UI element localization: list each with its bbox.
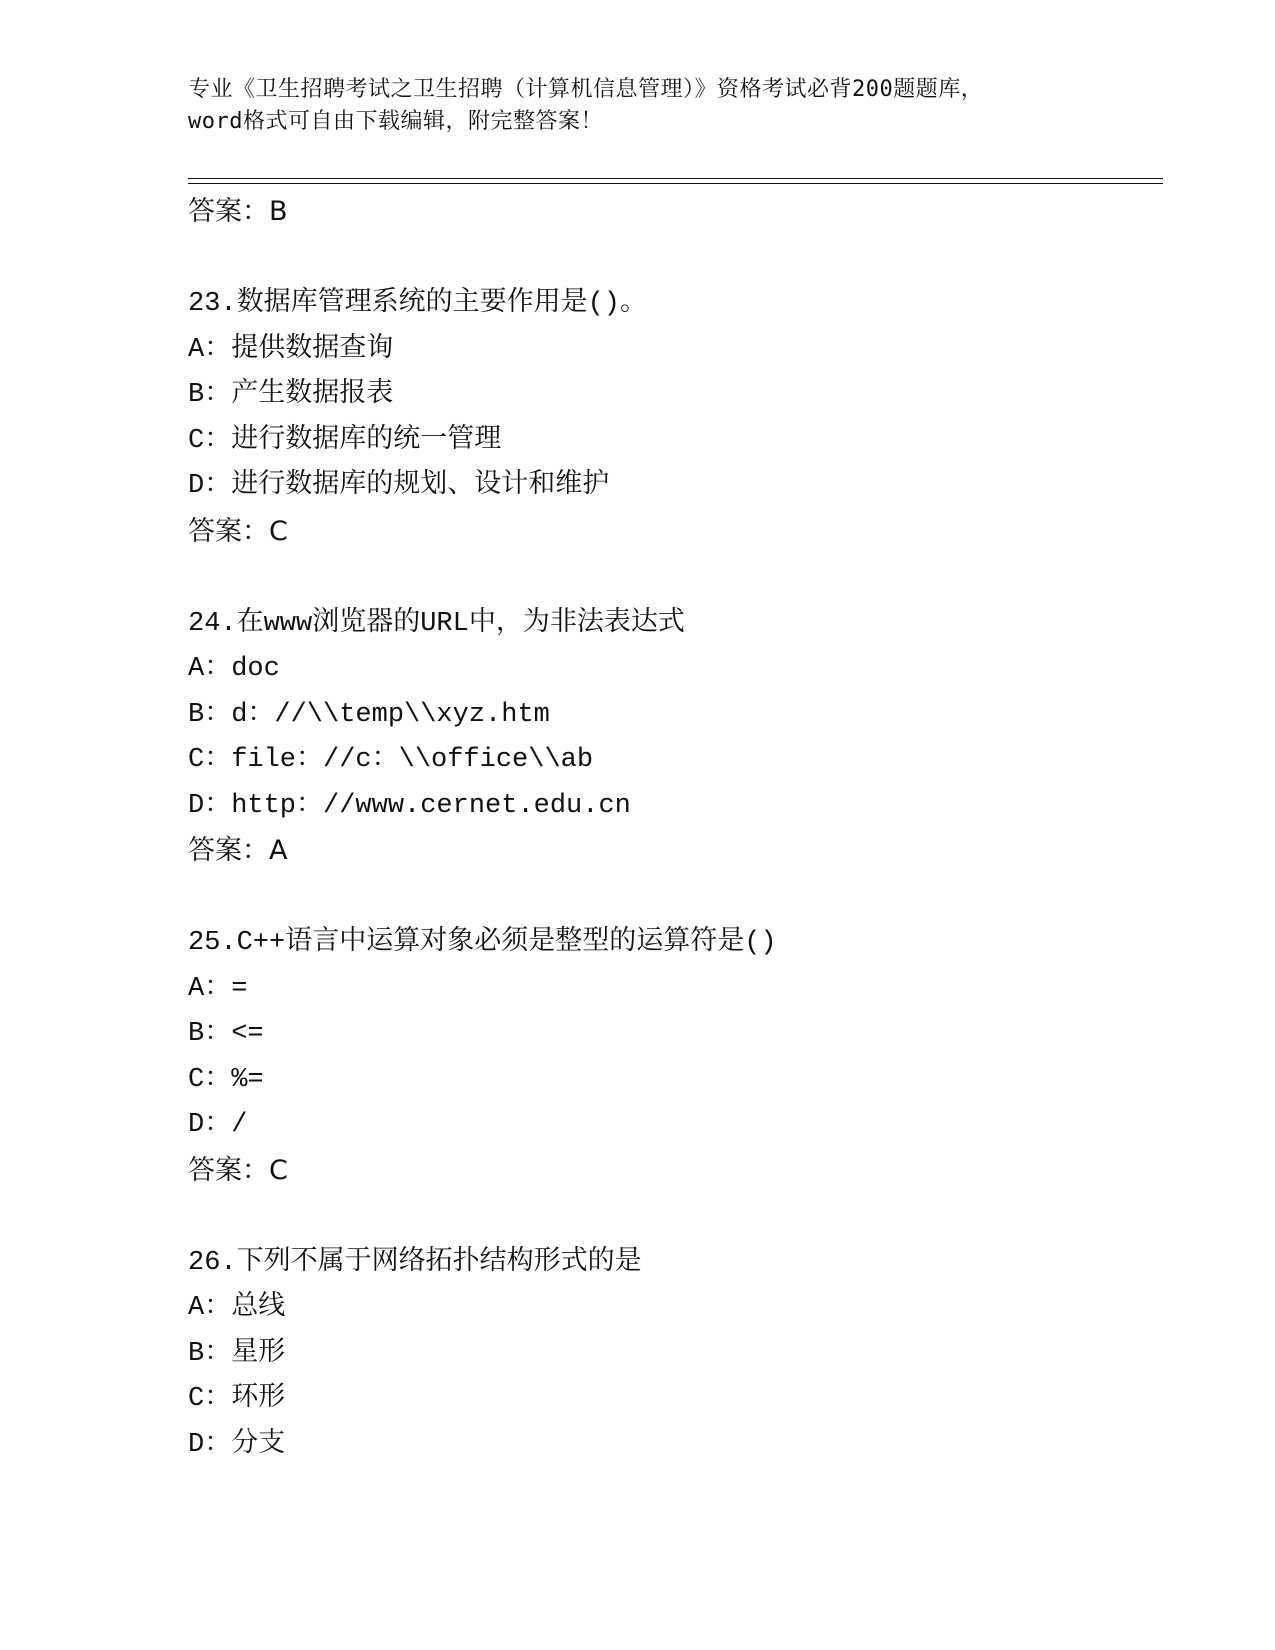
document-header — [188, 74, 1088, 138]
option-a: A：= — [188, 973, 248, 1004]
header-divider-top — [188, 178, 1163, 179]
answer-line: 答案：C — [188, 515, 288, 547]
answer-line: 答案：A — [188, 835, 288, 866]
option-d: D：http：//www.cernet.edu.cn — [188, 790, 631, 821]
question-block-24 — [188, 602, 1168, 874]
question-list — [188, 190, 1168, 1468]
option-c: C：%= — [188, 1064, 264, 1095]
option-b: B：产生数据报表 — [188, 380, 394, 410]
question-block-23 — [188, 282, 1168, 554]
option-d: D：进行数据库的规划、设计和维护 — [188, 471, 610, 501]
question-block-25 — [188, 921, 1168, 1193]
answer-line: 答案：B — [188, 196, 288, 227]
option-a: A：doc — [188, 654, 280, 684]
question-stem: 25.C++语言中运算对象必须是整型的运算符是() — [188, 928, 777, 958]
option-b: B：d：//\\temp\\xyz.htm — [188, 699, 550, 730]
option-c: C：环形 — [188, 1384, 286, 1414]
answer-line: 答案：C — [188, 1154, 288, 1186]
option-a: A：总线 — [188, 1293, 286, 1323]
option-b: B：星形 — [188, 1338, 286, 1369]
option-d: D：分支 — [188, 1429, 286, 1460]
question-stem: 24.在www浏览器的URL中，为非法表达式 — [188, 608, 685, 639]
question-stem: 26.下列不属于网络拓扑结构形式的是 — [188, 1247, 642, 1278]
header-line-1: 专业《卫生招聘考试之卫生招聘（计算机信息管理）》资格考试必背200题题库， — [188, 77, 984, 102]
question-block-26 — [188, 1241, 1168, 1469]
option-c: C：file：//c：\\office\\ab — [188, 745, 594, 775]
option-d: D：/ — [188, 1110, 248, 1140]
header-line-2: word格式可自由下载编辑，附完整答案！ — [188, 109, 603, 134]
option-c: C：进行数据库的统一管理 — [188, 425, 502, 456]
option-b: B：<= — [188, 1019, 264, 1049]
question-stem: 23.数据库管理系统的主要作用是()。 — [188, 289, 648, 319]
header-divider-bottom — [188, 183, 1163, 184]
option-a: A：提供数据查询 — [188, 334, 394, 365]
